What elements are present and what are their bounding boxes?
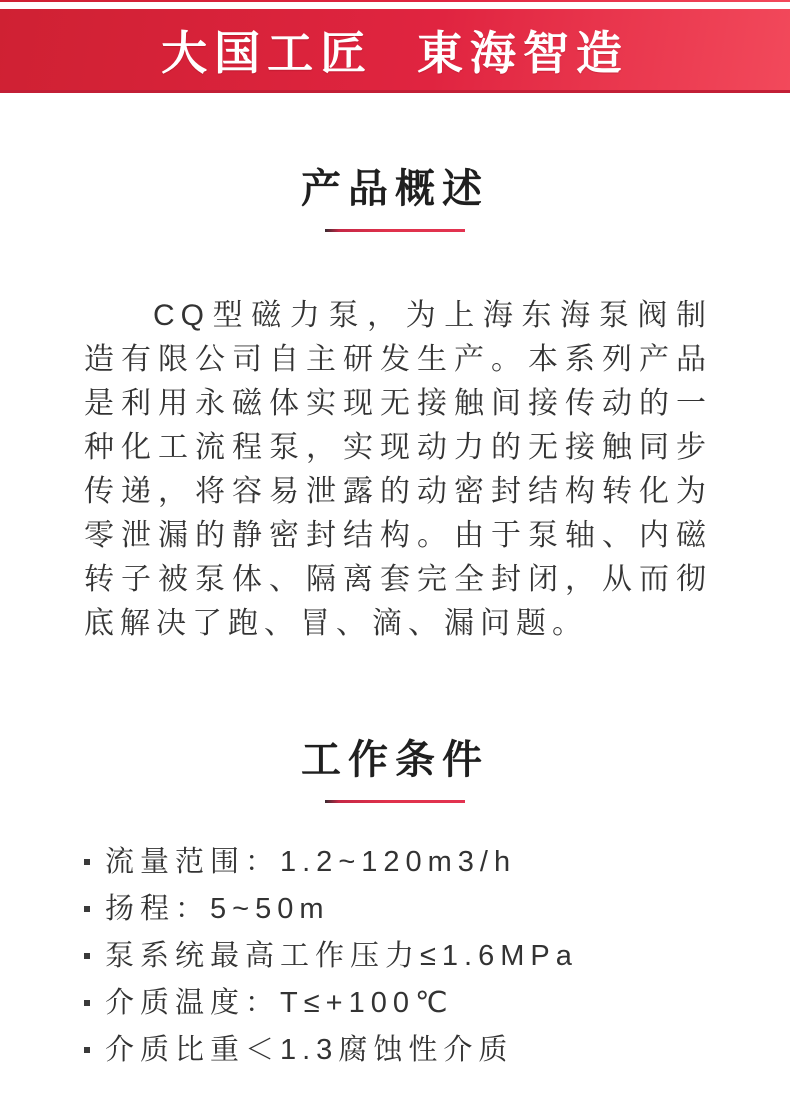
- banner-title: 大国工匠 東海智造: [161, 26, 629, 79]
- bullet-icon: [84, 906, 90, 912]
- overview-paragraph: CQ型磁力泵，为上海东海泵阀制造有限公司自主研发生产。本系列产品是利用永磁体实现无接触间接传动的一种化工流程泵，实现动力的无接触同步传递，将容易泄露的动密封结构转化为零泄漏的静密封结构。由于泵轴、内磁转子被泵体、隔离套完全封闭，从而彻底解决了跑、冒、滴、漏问题。: [84, 299, 712, 640]
- top-gap: [0, 2, 790, 9]
- bullet-icon: [84, 859, 90, 865]
- condition-item-flow-range: [84, 847, 730, 877]
- condition-item-medium-temperature: [84, 988, 730, 1018]
- conditions-heading-underline: [325, 800, 465, 803]
- section-product-overview: [0, 165, 790, 646]
- condition-item-label: 扬程：5~50m: [105, 893, 330, 925]
- bullet-icon: [84, 953, 90, 959]
- condition-item-max-pressure: [84, 941, 730, 971]
- condition-item-head: [84, 894, 730, 924]
- bullet-icon: [84, 1047, 90, 1053]
- condition-item-label: 介质温度：T≤+100℃: [105, 987, 454, 1019]
- condition-item-label: 介质比重＜1.3腐蚀性介质: [105, 1034, 514, 1066]
- conditions-heading: 工作条件: [301, 738, 489, 782]
- condition-item-label: 流量范围：1.2~120m3/h: [105, 846, 517, 878]
- bullet-icon: [84, 1000, 90, 1006]
- section-working-conditions: [0, 736, 790, 1065]
- conditions-list: [84, 847, 730, 1065]
- overview-heading-underline: [325, 229, 465, 232]
- brand-banner: [0, 9, 790, 93]
- condition-item-label: 泵系统最高工作压力≤1.6MPa: [105, 940, 578, 972]
- condition-item-specific-gravity: [84, 1035, 730, 1065]
- overview-heading: 产品概述: [301, 167, 489, 211]
